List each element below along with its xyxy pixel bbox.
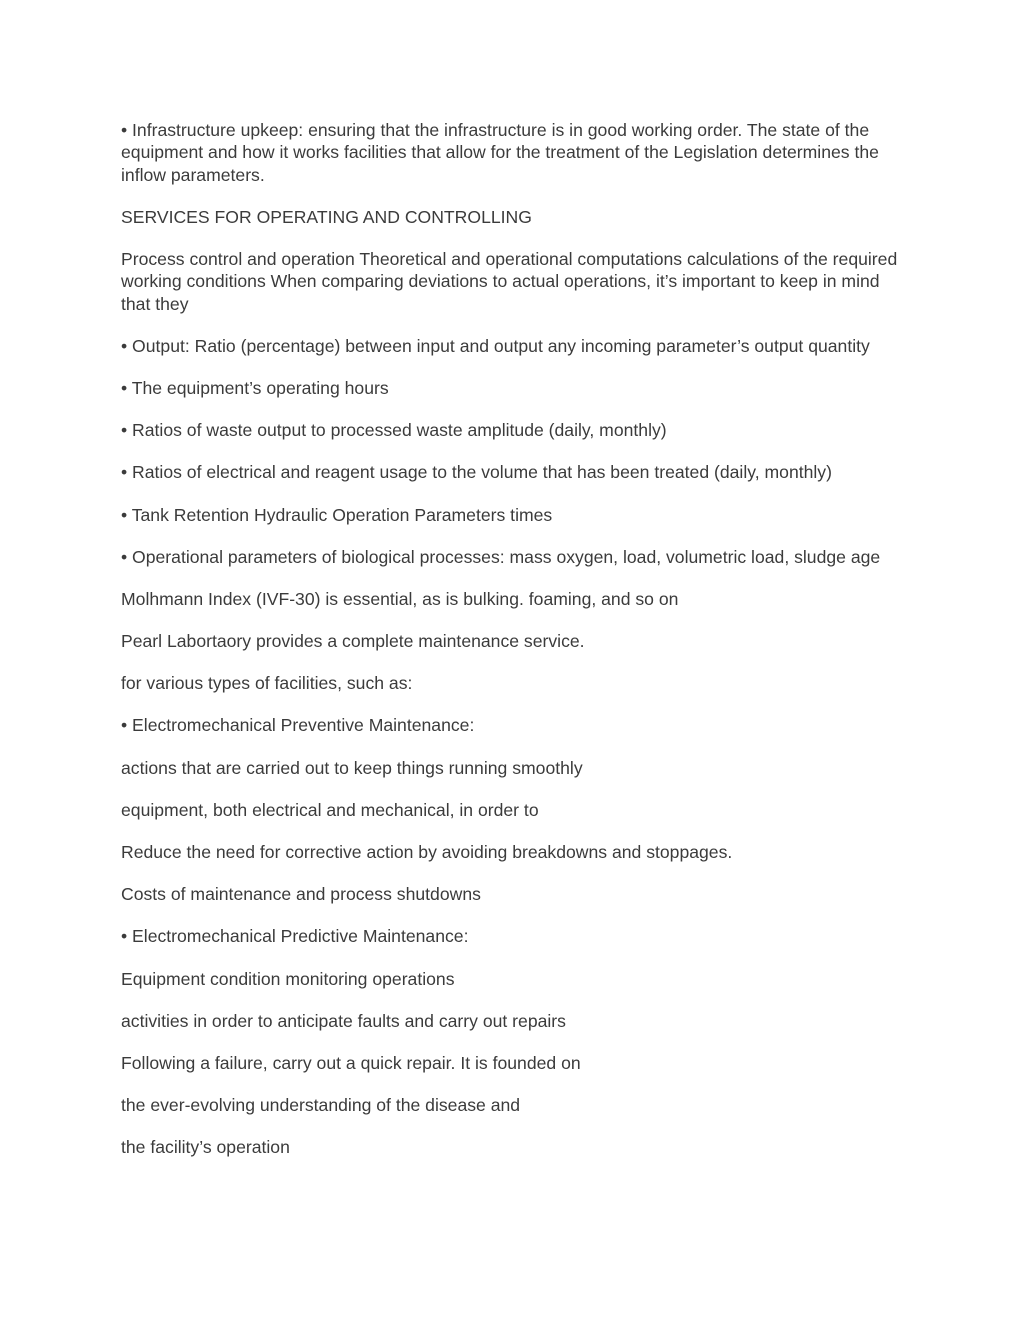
bullet-tank-retention: • Tank Retention Hydraulic Operation Parameters times (121, 504, 553, 525)
line-preventive-reduce: Reduce the need for corrective action by avoiding breakdowns and stoppages. (121, 842, 733, 862)
bullet-electrical-reagent-ratios: • Ratios of electrical and reagent usage to the volume that has been treated (daily, monthly) (121, 462, 832, 483)
bullet-predictive-maintenance: • Electromechanical Predictive Maintenance: (121, 926, 469, 947)
line-predictive-operation: the facility’s operation (121, 1137, 290, 1158)
line-preventive-costs: Costs of maintenance and process shutdowns (121, 884, 481, 905)
paragraph-process-control: Process control and operation Theoretical and operational computations calculations of the required working conditions When comparing deviations to actual operations, it’s important to keep in mind that they (121, 248, 898, 314)
bullet-preventive-maintenance: • Electromechanical Preventive Maintenance: (121, 715, 475, 736)
paragraph-facility-types: for various types of facilities, such as: (121, 673, 413, 694)
line-predictive-activities: activities in order to anticipate faults and carry out repairs (121, 1010, 566, 1031)
line-preventive-actions: actions that are carried out to keep things running smoothly (121, 757, 583, 778)
document-page (121, 119, 906, 1179)
paragraph-molhmann-index: Molhmann Index (IVF-30) is essential, as is bulking. foaming, and so on (121, 588, 679, 609)
line-predictive-understanding: the ever-evolving understanding of the disease and (121, 1095, 521, 1116)
paragraph-maintenance-service: Pearl Labortaory provides a complete maintenance service. (121, 631, 585, 652)
line-predictive-failure: Following a failure, carry out a quick repair. It is founded on (121, 1052, 581, 1073)
bullet-waste-ratios: • Ratios of waste output to processed waste amplitude (daily, monthly) (121, 420, 667, 441)
section-heading-services: SERVICES FOR OPERATING AND CONTROLLING (121, 206, 532, 227)
line-preventive-equipment: equipment, both electrical and mechanical, in order to (121, 799, 539, 820)
bullet-output-ratio: • Output: Ratio (percentage) between input and output any incoming parameter’s output quantity (121, 335, 870, 356)
line-predictive-monitoring: Equipment condition monitoring operations (121, 968, 455, 989)
paragraph-infrastructure-upkeep: • Infrastructure upkeep: ensuring that the infrastructure is in good working order. The state of the equipment and how it works facilities that allow for the treatment of the Legislation determines the inflow parameters. (121, 120, 879, 185)
bullet-biological-parameters: • Operational parameters of biological processes: mass oxygen, load, volumetric load, sludge age (121, 546, 881, 567)
bullet-operating-hours: • The equipment’s operating hours (121, 377, 389, 398)
